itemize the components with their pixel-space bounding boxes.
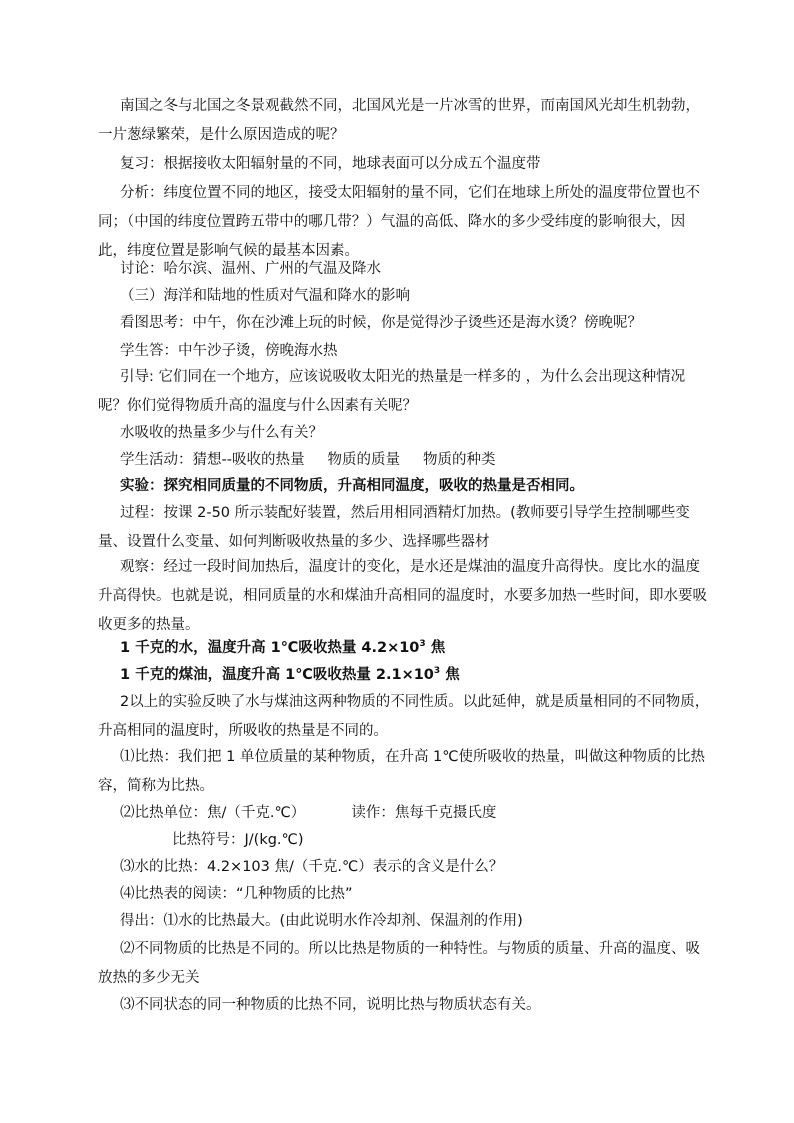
- guide-paragraph: 引导: 它们同在一个地方，应该说吸收太阳光的热量是一样多的 ，为什么会出现这种情况呢？你们觉得物质升高的温度与什么因素有关呢？: [98, 369, 686, 414]
- water-heat-exponent: 3: [419, 639, 426, 650]
- symbol-paragraph: 比热符号：J/(kg.℃): [172, 832, 304, 848]
- different-substances-paragraph: ⑵不同物质的比热是不同的。所以比热是物质的一种特性。与物质的质量、升高的温度、吸放热的多少无关: [98, 941, 700, 986]
- table-reading-paragraph: ⑷比热表的阅读：“几种物质的比热”: [120, 886, 353, 902]
- process-paragraph: 过程：按课 2-50 所示装配好装置，然后用相同酒精灯加热。(教师要引导学生控制哪些变量、设置什么变量、如何判断吸收热量的多少、选择哪些器材: [98, 505, 690, 550]
- kerosene-heat-exponent: 3: [433, 666, 441, 677]
- discussion-paragraph: 讨论：哈尔滨、温州、广州的气温及降水: [120, 261, 381, 277]
- student-answer-paragraph: 学生答：中午沙子烫，傍晚海水热: [120, 343, 338, 359]
- section-heading: （三）海洋和陆地的性质对气温和降水的影响: [120, 288, 410, 304]
- intro-paragraph: 南国之冬与北国之冬景观截然不同，北国风光是一片冰雪的世界，而南国风光却生机勃勃，一片葱绿繁荣，是什么原因造成的呢？: [98, 98, 700, 143]
- question-paragraph: 水吸收的热量多少与什么有关？: [120, 425, 323, 441]
- experiment-paragraph: 实验：探究相同质量的不同物质，升高相同温度，吸收的热量是否相同。: [120, 478, 584, 494]
- student-activity-paragraph: 学生活动：猜想--吸收的热量 物质的质量 物质的种类: [120, 452, 496, 468]
- kerosene-heat-text: 1 千克的煤油，温度升高 1℃吸收热量 2.1×10: [120, 667, 434, 683]
- water-heat-text: 1 千克的水，温度升高 1℃吸收热量 4.2×10: [120, 640, 420, 656]
- kerosene-heat-line: [98, 661, 710, 690]
- picture-thinking-paragraph: 看图思考：中午，你在沙滩上玩的时候，你是觉得沙子烫些还是海水烫？傍晚呢？: [120, 315, 642, 331]
- result-paragraph: 得出：⑴水的比热最大。(由此说明水作冷却剂、保温剂的作用): [120, 913, 523, 929]
- water-heat-line: [98, 634, 710, 663]
- specific-heat-definition: ⑴比热：我们把 1 单位质量的某种物质，在升高 1℃使所吸收的热量，叫做这种物质的比热容，简称为比热。: [98, 749, 706, 794]
- kerosene-heat-unit: 焦: [440, 667, 460, 683]
- review-paragraph: 复习：根据接收太阳辐射量的不同，地球表面可以分成五个温度带: [120, 156, 541, 172]
- observation-paragraph: 观察：经过一段时间加热后，温度计的变化，是水还是煤油的温度升高得快。度比水的温度升高得快。也就是说，相同质量的水和煤油升高相同的温度时，水要多加热一些时间，即水要吸收更多的热量。: [98, 559, 707, 633]
- analysis-paragraph: 分析：纬度位置不同的地区，接受太阳辐射的量不同，它们在地球上所处的温度带位置也不同；（中国的纬度位置跨五带中的哪几带？）气温的高低、降水的多少受纬度的影响很大，因此，纬度位置是影响气候的最基本因素。: [98, 185, 700, 259]
- water-heat-unit: 焦: [425, 640, 446, 656]
- unit-paragraph: ⑵比热单位：焦/（千克.℃） 读作：焦每千克摄氏度: [120, 805, 497, 821]
- state-paragraph: ⑶不同状态的同一种物质的比热不同，说明比热与物质状态有关。: [120, 997, 541, 1013]
- conclusion-paragraph: 2以上的实验反映了水与煤油这两种物质的不同性质。以此延伸，就是质量相同的不同物质，升高相同的温度时，所吸收的热量是不同的。: [98, 694, 710, 739]
- water-specific-heat-paragraph: ⑶水的比热：4.2×103 焦/（千克.℃）表示的含义是什么？: [120, 859, 504, 875]
